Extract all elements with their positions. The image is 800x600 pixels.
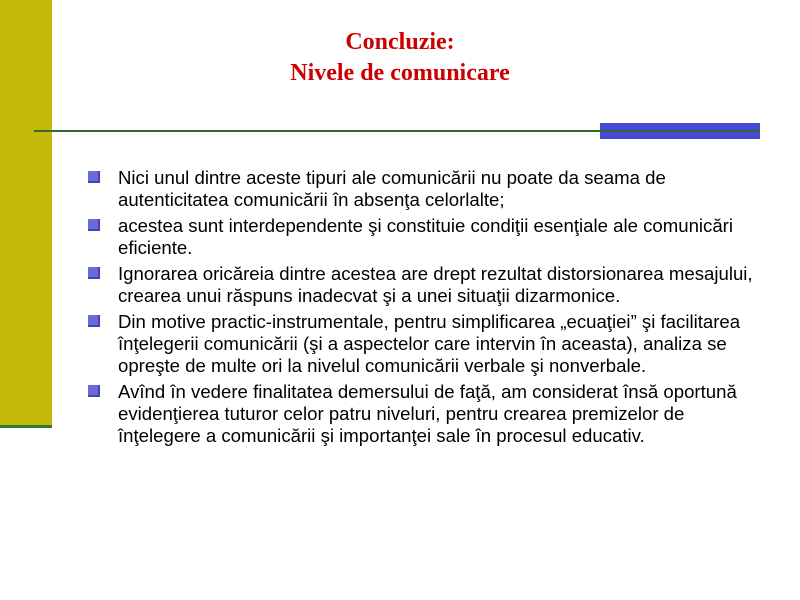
square-bullet-icon (88, 315, 100, 327)
side-bar-underline (0, 425, 52, 428)
slide-title (40, 27, 760, 89)
bullet-item (88, 263, 758, 307)
bullet-item (88, 381, 758, 447)
bullet-text: Nici unul dintre aceste tipuri ale comunicării nu poate da seama de autenticitatea comunicării în absenţa celorlalte; (118, 167, 666, 210)
bullet-item (88, 215, 758, 259)
bullet-list (88, 167, 758, 451)
square-bullet-icon (88, 385, 100, 397)
slide-title-line-1: Concluzie: (345, 29, 455, 55)
bullet-text: Avînd în vedere finalitatea demersului de faţă, am considerat însă oportună evidenţierea tuturor celor patru niveluri, pentru crearea premizelor de înţelegere a comunicării şi importanţei sale în procesul educativ. (118, 381, 737, 446)
title-divider-accent-line (600, 130, 760, 132)
square-bullet-icon (88, 267, 100, 279)
square-bullet-icon (88, 171, 100, 183)
bullet-item (88, 311, 758, 377)
bullet-text: acestea sunt interdependente şi constituie condiţii esenţiale ale comunicări eficiente. (118, 215, 734, 258)
bullet-text: Din motive practic-instrumentale, pentru simplificarea „ecuaţiei” şi facilitarea înţelegerii comunicării (şi a aspectelor care intervin în aceasta), analiza se opreşte de multe ori la nivelul comunicării verbale şi nonverbale. (118, 311, 741, 376)
bullet-text: Ignorarea oricăreia dintre acestea are drept rezultat distorsionarea mesajului, crearea unui răspuns inadecvat şi a unei situaţii dizarmonice. (118, 263, 753, 306)
square-bullet-icon (88, 219, 100, 231)
slide-title-line-2: Nivele de comunicare (290, 60, 510, 86)
bullet-item (88, 167, 758, 211)
